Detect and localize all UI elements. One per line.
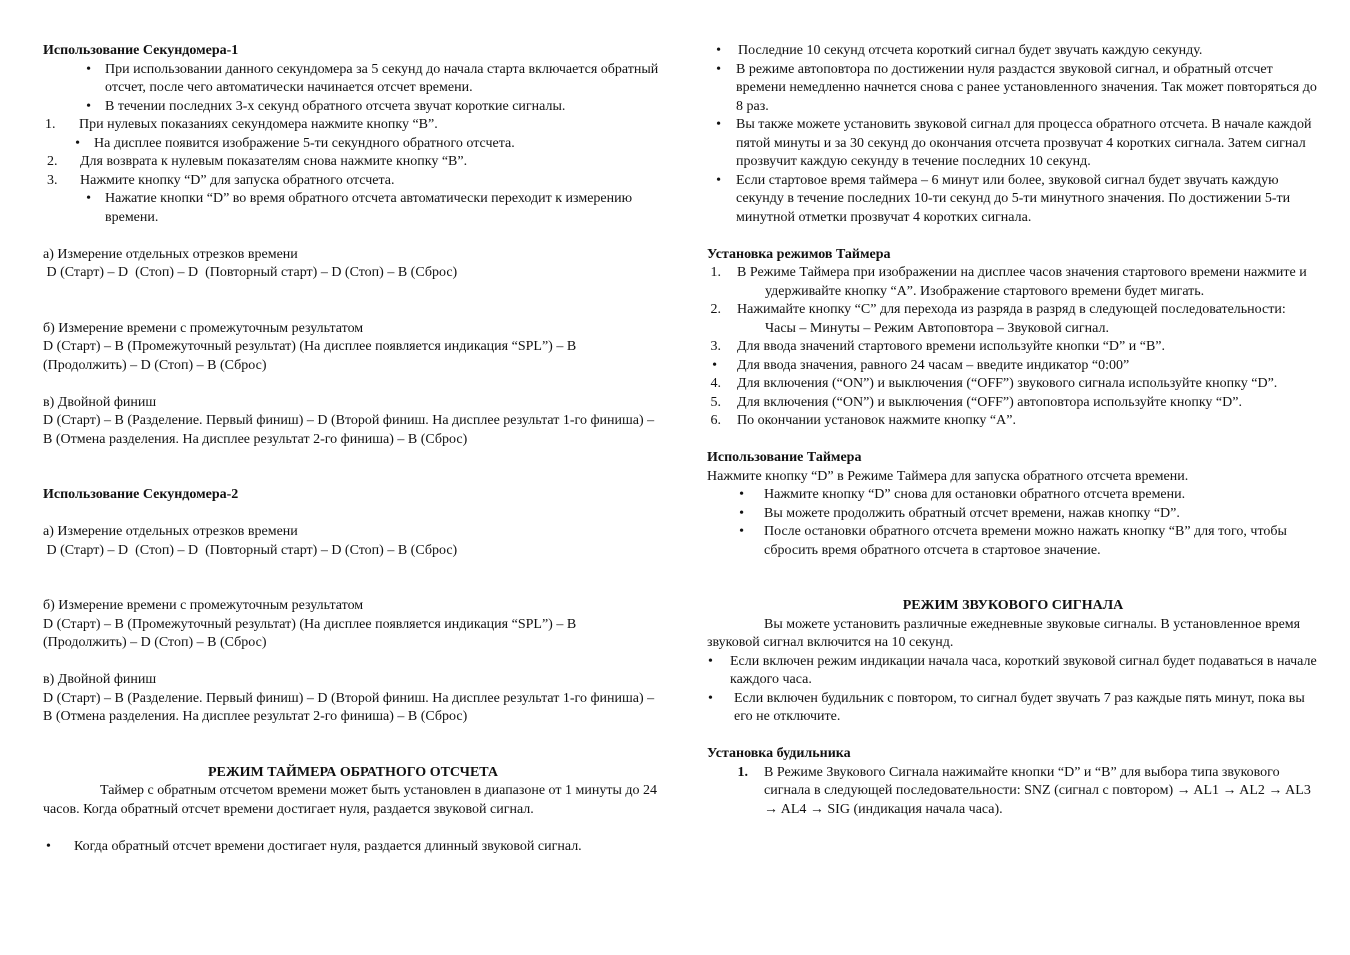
- bullet-icon: •: [708, 653, 713, 669]
- stopwatch2-heading: Использование Секундомера-2: [43, 487, 239, 502]
- numbered-item: [707, 412, 1319, 431]
- item-number: 1.: [737, 764, 748, 780]
- bullet-text: В режиме автоповтора по достижении нуля раздастся звуковой сигнал, и обратный отсчет времени немедленно начнется снова с ранее установленного значения. Так может повторяться до 8 раз.: [736, 61, 1317, 114]
- mode-a-title: а) Измерение отдельных отрезков времени: [43, 246, 298, 262]
- timer-heading: РЕЖИМ ТАЙМЕРА ОБРАТНОГО ОТСЧЕТА: [207, 764, 499, 780]
- numbered-item: [43, 172, 663, 191]
- bullet-icon: •: [716, 61, 721, 77]
- bullet-text: Вы также можете установить звуковой сигнал для процесса обратного отсчета. В начале каждой пятой минуты и за 30 секунд до окончания отсчета прозвучат 4 коротких сигнала. Затем сигнал прозвучит каждую секунду в течение последних 10 секунд.: [736, 117, 1312, 169]
- numbered-item: [707, 375, 1319, 394]
- item-text: При нулевых показаниях секундомера нажмите кнопку “B”.: [79, 117, 438, 132]
- bullet-text: Когда обратный отсчет времени достигает нуля, раздается длинный звуковой сигнал.: [74, 838, 582, 854]
- mode-c-sequence: D (Старт) – B (Разделение. Первый финиш) – D (Второй финиш. На дисплее результат 1-го финиша) – B (Отмена разделения. На дисплее результат 2-го финиша) – B (Сброс): [43, 413, 655, 447]
- bullet-text: На дисплее появится изображение 5-ти секундного обратного отсчета.: [94, 135, 515, 151]
- bullet-icon: •: [712, 357, 717, 373]
- numbered-item: [43, 153, 663, 172]
- bullet-text: Если включен режим индикации начала часа, короткий звуковой сигнал будет подаваться в начале каждого часа.: [730, 653, 1317, 687]
- bullet-item: [43, 61, 663, 98]
- item-number: 1.: [45, 117, 56, 132]
- bullet-icon: •: [86, 191, 91, 206]
- bullet-text: При использовании данного секундомера за 5 секунд до начала старта включается обратный отсчет, после чего автоматически начинается отсчет времени.: [105, 61, 659, 95]
- bullet-item: [707, 653, 1319, 690]
- bullet-item: [707, 357, 1319, 376]
- bullet-icon: •: [739, 524, 744, 539]
- bullet-item: [707, 523, 1319, 560]
- bullet-text: Вы можете продолжить обратный отсчет времени, нажав кнопку “D”.: [764, 505, 1180, 521]
- item-text: Для возврата к нулевым показателям снова нажмите кнопку “B”.: [80, 154, 468, 169]
- bullet-icon: •: [86, 61, 91, 77]
- timer-usage-heading: Использование Таймера: [707, 450, 862, 465]
- item-text: В Режиме Таймера при изображении на дисплее часов значения стартового времени нажмите и удерживайте кнопку “A”. Изображение стартового времени будет мигать.: [737, 265, 1307, 299]
- item-text: По окончании установок нажмите кнопку “A”.: [737, 413, 1016, 428]
- item-number: 2.: [47, 154, 58, 169]
- mode-b-title: б) Измерение времени с промежуточным результатом: [43, 320, 364, 336]
- item-text: Для включения (“ON”) и выключения (“OFF”) звукового сигнала используйте кнопку “D”.: [737, 376, 1278, 391]
- bullet-icon: •: [739, 487, 744, 502]
- numbered-item: [43, 116, 663, 135]
- mode-c2-title: в) Двойной финиш: [43, 672, 157, 687]
- bullet-icon: •: [716, 43, 721, 58]
- bullet-text: Нажатие кнопки “D” во время обратного отсчета автоматически переходит к измерению времени.: [105, 191, 633, 225]
- numbered-item: [707, 301, 1319, 338]
- mode-a-sequence: D (Старт) – D (Стоп) – D (Повторный старт) – D (Стоп) – B (Сброс): [43, 265, 458, 280]
- mode-a2-title: а) Измерение отдельных отрезков времени: [43, 524, 298, 539]
- mode-b2-title: б) Измерение времени с промежуточным результатом: [43, 598, 364, 613]
- left-column: [43, 42, 663, 856]
- bullet-text: В течении последних 3-х секунд обратного отсчета звучат короткие сигналы.: [105, 98, 566, 114]
- timer-usage-intro: Нажмите кнопку “D” в Режиме Таймера для запуска обратного отсчета времени.: [707, 468, 1189, 484]
- alarm-intro: Вы можете установить различные ежедневные звуковые сигналы. В установленное время звуковой сигнал включится на 10 секунд.: [707, 616, 1301, 650]
- item-text: В Режиме Звукового Сигнала нажимайте кнопки “D” и “B” для выбора типа звукового сигнала в следующей последовательности: SNZ (сигнал с повтором) → AL1 → AL2 → AL3 → AL4 → SIG (индикация начала часа).: [764, 764, 1311, 817]
- bullet-item: [43, 98, 663, 117]
- bullet-item: [707, 116, 1319, 172]
- timer-intro: Таймер с обратным отсчетом времени может быть установлен в диапазоне от 1 минуты до 24 часов. Когда обратный отсчет времени достигает нуля, раздается звуковой сигнал.: [43, 783, 657, 817]
- bullet-icon: •: [739, 505, 744, 521]
- item-number: 5.: [710, 394, 721, 410]
- bullet-icon: •: [716, 117, 721, 132]
- bullet-text: Последние 10 секунд отсчета короткий сигнал будет звучать каждую секунду.: [738, 43, 1203, 58]
- bullet-icon: •: [86, 98, 91, 114]
- bullet-text: Нажмите кнопку “D” снова для остановки обратного отсчета времени.: [764, 487, 1186, 502]
- numbered-item: [707, 394, 1319, 413]
- numbered-item: [707, 338, 1319, 357]
- bullet-text: Для ввода значения, равного 24 часам – введите индикатор “0:00”: [737, 357, 1130, 373]
- bullet-item: [707, 505, 1319, 524]
- bullet-item: [43, 190, 663, 227]
- item-text: Для ввода значений стартового времени используйте кнопки “D” и “B”.: [737, 339, 1166, 354]
- item-number: 4.: [710, 376, 721, 391]
- bullet-item: [707, 61, 1319, 117]
- item-number: 6.: [710, 413, 721, 428]
- numbered-item: [707, 264, 1319, 301]
- mode-c2-sequence: D (Старт) – B (Разделение. Первый финиш) – D (Второй финиш. На дисплее результат 1-го финиша) – B (Отмена разделения. На дисплее результат 2-го финиша) – B (Сброс): [43, 690, 655, 724]
- alarm-settings-heading: Установка будильника: [707, 746, 851, 761]
- item-number: 3.: [47, 172, 58, 188]
- mode-b2-sequence: D (Старт) – B (Промежуточный результат) (На дисплее появляется индикация “SPL”) – B (Продолжить) – D (Стоп) – B (Сброс): [43, 616, 577, 650]
- bullet-text: После остановки обратного отсчета времени можно нажать кнопку “B” для того, чтобы сбросить время обратного отсчета в стартовое значение.: [764, 524, 1287, 558]
- numbered-item: [707, 764, 1319, 820]
- bullet-icon: •: [46, 838, 51, 854]
- item-text: Нажмите кнопку “D” для запуска обратного отсчета.: [80, 172, 395, 188]
- item-text: Для включения (“ON”) и выключения (“OFF”) автоповтора используйте кнопку “D”.: [737, 394, 1242, 410]
- bullet-text: Если стартовое время таймера – 6 минут или более, звуковой сигнал будет звучать каждую секунду в течение последних 10-ти секунд до 5-ти минутного значения. По достижении 5-ти минутной отметки прозвучат 4 коротких сигнала.: [736, 172, 1291, 225]
- timer-settings-heading: Установка режимов Таймера: [707, 246, 891, 262]
- bullet-text: Если включен будильник с повтором, то сигнал будет звучать 7 раз каждые пять минут, пока вы его не отключите.: [734, 690, 1305, 724]
- bullet-item: [707, 42, 1319, 61]
- mode-a2-sequence: D (Старт) – D (Стоп) – D (Повторный старт) – D (Стоп) – B (Сброс): [43, 542, 458, 558]
- mode-b-sequence: D (Старт) – B (Промежуточный результат) (На дисплее появляется индикация “SPL”) – B (Продолжить) – D (Стоп) – B (Сброс): [43, 339, 577, 373]
- bullet-icon: •: [716, 172, 721, 188]
- item-number: 1.: [710, 265, 721, 280]
- item-number: 3.: [710, 339, 721, 354]
- item-number: 2.: [710, 302, 721, 317]
- bullet-icon: •: [708, 690, 713, 706]
- bullet-item: [43, 838, 663, 857]
- mode-c-title: в) Двойной финиш: [43, 394, 157, 410]
- bullet-item: [43, 135, 663, 154]
- bullet-item: [707, 486, 1319, 505]
- bullet-icon: •: [75, 135, 80, 151]
- item-text: Нажимайте кнопку “C” для перехода из разряда в разряд в следующей последовательности: Часы – Минуты – Режим Автоповтора – Звуковой сигнал.: [737, 302, 1286, 336]
- bullet-item: [707, 172, 1319, 228]
- stopwatch1-heading: Использование Секундомера-1: [43, 43, 239, 58]
- bullet-item: [707, 690, 1319, 727]
- alarm-heading: РЕЖИМ ЗВУКОВОГО СИГНАЛА: [902, 598, 1124, 613]
- right-column: [707, 42, 1319, 819]
